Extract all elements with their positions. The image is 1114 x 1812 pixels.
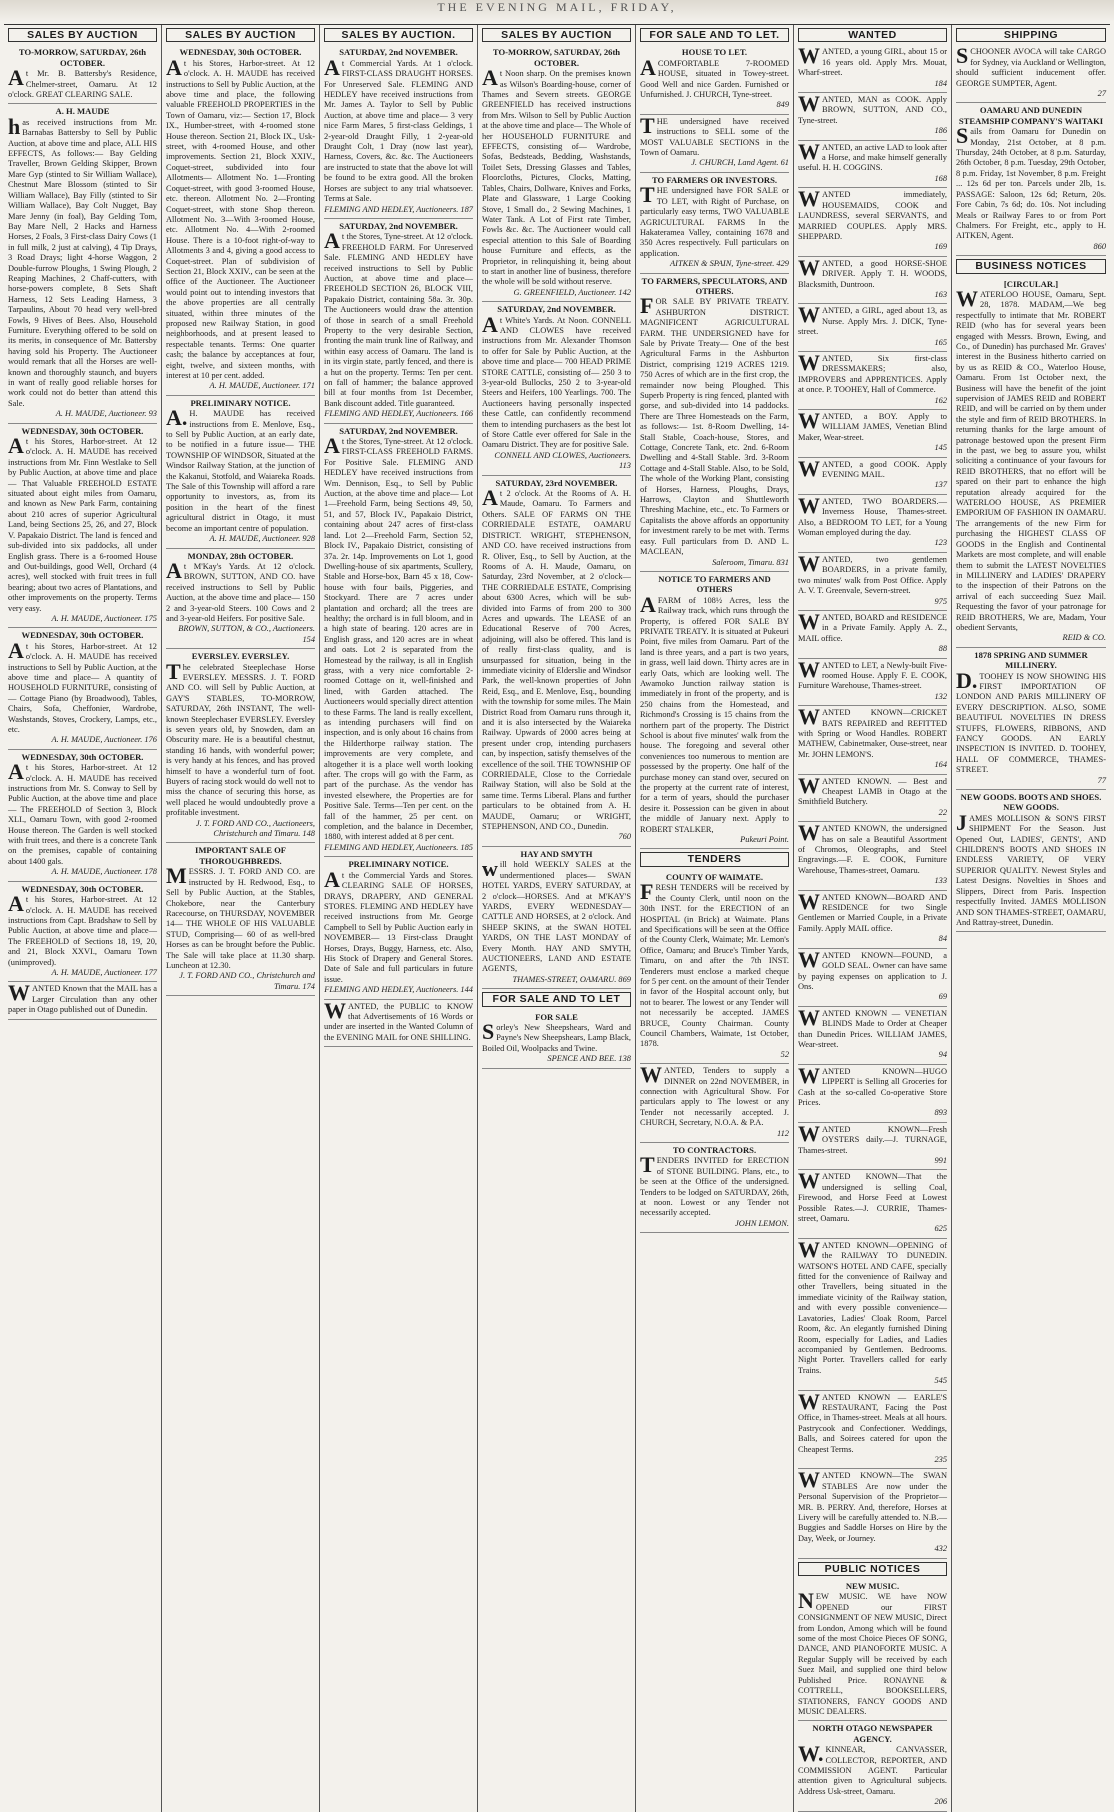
advertisement bbox=[8, 45, 157, 104]
advertisement bbox=[956, 103, 1106, 256]
ad-body: WANTED KNOWN—Fresh OYSTERS daily.—J. TURNAGE, Thames-street. bbox=[798, 1120, 947, 1155]
advertisement bbox=[956, 277, 1106, 648]
ad-signature: 545 bbox=[934, 1376, 947, 1386]
column bbox=[162, 25, 320, 1812]
ad-signature: 22 bbox=[938, 807, 947, 817]
section-header: SALES BY AUCTION bbox=[8, 28, 157, 42]
advertisement bbox=[8, 882, 157, 983]
ad-signature: FLEMING AND HEDLEY, Auctioneers. 166 bbox=[324, 409, 473, 419]
ad-body: WANTED KNOWN — EARLE'S RESTAURANT, Facing the Post Office, in Thames-street. Meals at all hours. Pastrycook and Confectioner. Weddings, Balls, and Soirees catered for upon the Cheapest Terms. bbox=[798, 1388, 947, 1454]
masthead: THE EVENING MAIL, FRIDAY, bbox=[0, 0, 1114, 22]
newspaper-columns bbox=[4, 24, 1110, 1807]
advertisement bbox=[482, 476, 631, 847]
ad-body: WANTED KNOWN — VENETIAN BLINDS Made to Order at Cheaper than Dunedin Prices. WILLIAM JAMES, Wear-street. bbox=[798, 1004, 947, 1049]
advertisement bbox=[798, 1388, 947, 1470]
ad-body: At Noon sharp. On the premises known as Wilson's Boarding-house, corner of Thames and Severn streets. GEORGE GREENFIELD has received instructions from Mrs. Wilson to Sell by Public Auction at the above time and place— The Whole of her HOUSEHOLD FURNITURE and EFFECTS, consisting of— Wardrobe, Sofas, Bedsteads, Bedding, Washstands, Toilet Sets, Dressing Glasses and Tables, Floorcloths, Pictures, Clocks, Matting, Tables, Chairs, Dollware, Knives and Forks, Plate and Glassware, 1 Large Cooking Stove, 1 Small do., 2 Sewing Machines, 1 Water Tank. A Lot of First rate Timber, Fowls &c. &c. The Auctioneer would call especial attention to this Sale of Boarding house Furniture and effects, as the Proprietor, in relinquishing it, being about to start in another line of business, therefore the whole will be sold without reserve. bbox=[482, 65, 631, 287]
ad-body: THE undersigned have received instructions to SELL some of the MOST VALUABLE SECTIONS in the Town of Oamaru. bbox=[640, 112, 789, 158]
column bbox=[636, 25, 794, 1812]
advertisement bbox=[166, 45, 315, 395]
ad-body: At his Stores, Harbor-street. At 12 o'clock. A. H. MAUDE has received instructions from Mr. Finn Westlake to Sell by Public Auction, at above time and place— That Valuable FREEHOLD ESTATE situated about eight miles from Oamaru, and known as New Park Farm, containing about 210 acres of superior Agricultural Land, being Sections 25, 26, and 27, Block V. Papakaio District. The land is fenced and sub-divided into six paddocks, all under English grass. There is a 6-roomed House and Out-buildings, good Well, Orchard (4 acres), well stocked with fruit trees in full bearing; about two acres of Plantations, and other improvements on the property. Terms very easy. bbox=[8, 433, 157, 613]
ad-signature: FLEMING AND HEDLEY, Auctioneers. 144 bbox=[324, 985, 473, 995]
ad-signature: FLEMING AND HEDLEY, Auctioneers. 187 bbox=[324, 204, 473, 214]
ad-signature: 165 bbox=[934, 337, 947, 347]
advertisement bbox=[798, 1579, 947, 1721]
ad-body: AFARM of 108½ Acres, less the Railway track, which runs through the Property, is offered FOR SALE BY PRIVATE TREATY. It is situated at Pukeuri Point, five miles from Oamaru. Part of the land is three years, and a part is two years, in grass, well laid down. Thirty acres are in early Oats, which are looking well. The Awamoko Junction railway station is immediately in front of the property, and is 250 chains from the Homestead, and Richmond's Crossing is 15 chains from the northern part of the property. The District School is about five minutes' walk from the house. The foregoing and several other conveniences too numerous to mention are possessed by the property. One half of the purchase money can stand over, secured on the property at the current rate of interest, for a term of years, should the purchaser desire it. Possession can be given in about the middle of January next. Apply to ROBERT STALKER, bbox=[640, 591, 789, 834]
ad-signature: 137 bbox=[934, 480, 947, 490]
advertisement bbox=[482, 847, 631, 989]
advertisement bbox=[640, 1064, 789, 1143]
ad-body: THE undersigned have FOR SALE or TO LET, with Right of Purchase, on particularly easy terms, TWO VALUABLE AGRICULTURAL FARMS In the Hakateramea Valley, containing 1678 and 350 Acres respectively. Full particulars on application. bbox=[640, 182, 789, 258]
advertisement bbox=[640, 274, 789, 572]
ad-body: WANTED immediately, HOUSEMAIDS, COOK and LAUNDRESS, several SERVANTS, and MARRIED COUPLES. Apply MRS. SHEPPARD. bbox=[798, 186, 947, 241]
advertisement bbox=[956, 648, 1106, 790]
ad-signature: 991 bbox=[934, 1156, 947, 1165]
advertisement bbox=[956, 45, 1106, 103]
ad-title: HAY AND SMYTH bbox=[520, 848, 593, 859]
advertisement bbox=[798, 304, 947, 352]
ad-title: TO-MORROW, SATURDAY, 26th OCTOBER. bbox=[492, 47, 621, 68]
ad-title: COUNTY OF WAIMATE. bbox=[665, 871, 764, 882]
ad-title: HOUSE TO LET. bbox=[681, 47, 748, 58]
ad-signature: 206 bbox=[934, 1797, 947, 1807]
ad-signature: 760 bbox=[618, 832, 631, 842]
ad-title: MONDAY, 28th OCTOBER. bbox=[187, 550, 294, 561]
section-header: SHIPPING bbox=[956, 28, 1106, 42]
ad-signature: REID & CO. bbox=[1062, 633, 1106, 643]
ad-body: At White's Yards. At Noon. CONNELL AND CLOWES have received instructions from Mr. Alexander Thomson to offer for Sale by Public Auction, at the above time and place— 700 HEAD PRIME STORE CATTLE, consisting of— 250 3 to 3-year-old Bullocks, 250 2 to 3-year-old Steers and Heifers, 100 Yearlings. 700. The Auctioneers having personally inspected these Cattle, can confidently recommend them to intending purchasers as the best lot of Store Cattle ever offered for Sale in the Oamaru District. They are for positive Sale. bbox=[482, 311, 631, 450]
ad-signature: 184 bbox=[934, 78, 947, 88]
ad-signature: J. T. FORD AND CO., Auctioneers, Christchurch and Timaru. 148 bbox=[195, 818, 315, 839]
ad-signature: 145 bbox=[934, 443, 947, 453]
ad-body: W.KINNEAR, CANVASSER, COLLECTOR, REPORTER, AND COMMISSION AGENT. Particular attention given to Agricultural subjects. Address Usk-street, Oamaru. bbox=[798, 1741, 947, 1796]
ad-title: IMPORTANT SALE OF THOROUGHBREDS. bbox=[194, 845, 287, 866]
advertisement bbox=[798, 410, 947, 458]
advertisement bbox=[324, 857, 473, 999]
ad-body: WANTED KNOWN—FOUND, a GOLD SEAL. Owner can have same by paying expenses on application to J. Ons. bbox=[798, 946, 947, 991]
ad-body: At 2 o'clock. At the Rooms of A. H. Maude, Oamaru. To Farmers and Others. SALE OF FARMS ON THE CORRIEDALE ESTATE, OAMARU DISTRICT. WRIGHT, STEPHENSON, AND CO. have received instructions from R. Oliver, Esq., to Sell by Auction, at the Rooms of A. H. Maude, Oamaru, on Saturday, 23rd November, at 2 o'clock— THE CORRIEDALE ESTATE, Comprising about 6300 Acres, which will be sub-divided into Farms of from 200 to 300 Acres and upwards. The LEASE of an Educational Reserve of 700 Acres, adjoining, will also be offered. This land is of really first-class quality, and is unsurpassed for situation, being in the immediate vicinity of Elderslie and Windsor Park, the well-known properties of John Reid, Esq., and E. Menlove, Esq., bounding with the township for some miles. The Main District Road from Oamaru runs through it, and it is also intersected by the Waiareka Railway. Upwards of 2000 acres being at present under crop, intending purchasers can, by inspection, satisfy themselves of the excellence of the soil. THE TOWNSHIP OF CORRIEDALE, Close to the Corriedale Railway Station, will also be Sold at the same time. Terms Liberal. Plans and further particulars to be obtained from A. H. MAUDE, Oamaru; or WRIGHT, STEPHENSON, AND CO., Dunedin. bbox=[482, 485, 631, 832]
ad-body: The celebrated Steeplechase Horse EVERSLEY. MESSRS. J. T. FORD AND CO. will Sell by Public Auction, at GAY'S STABLES, TO-MORROW, SATURDAY, 26th INSTANT, The well-known Steeplechaser EVERSLEY. Eversley is seven years old, by Snowden, dam an Obscurity mare. He is a beautiful chestnut, standing 16 hands, with wonderful power; is very handy at his fences, and has proved himself to have a wonderful turn of foot. Buyers of racing stock would do well not to miss the chance of securing this horse, as well placed he would undoubtedly prove a profitable investment. bbox=[166, 658, 315, 818]
ad-body: Sails from Oamaru for Dunedin on Monday, 21st October, at 8 p.m. Thursday, 24th October, at 8 p.m. Saturday, 26th October, 8 p.m. Tuesday, 29th October, 8 p.m. Friday, 1st November, 8 p.m. Freight ... 12s 6d per ton. Parcels under 2lb, 1s. PASSAGE: Saloon, 12s 6d; Return, 20s. Fore Cabin, 7s 6d; do. 10s. Not including Meals or Railway Fares to or from Port Chalmers. For Freight, etc., apply to H. AITKEN, Agent. bbox=[956, 123, 1106, 241]
advertisement bbox=[324, 45, 473, 219]
ad-body: JAMES MOLLISON & SON'S FIRST SHIPMENT For the Season. Just Opened Out, LADIES', GENTS', AND CHILDREN'S BOOTS AND SHOES IN ENDLESS VARIETY, OF VERY SUPERIOR QUALITY. Newest Styles and Latest Designs. Novelties in Shoes and Slippers, Direct from Paris. Inspection respectfully Invited. JAMES MOLLISON AND SON THAMES-STREET, OAMARU, And Rattray-street, Dunedin. bbox=[956, 809, 1106, 927]
advertisement bbox=[798, 188, 947, 256]
ad-body: WANTED, two gentlemen BOARDERS, in a private family, two minutes' walk from Post Office. Apply A. V. T. Greenvale, Severn-street. bbox=[798, 550, 947, 596]
advertisement bbox=[482, 302, 631, 476]
ad-body: WANTED, TWO BOARDERS.—Inverness House, Thames-street. Also, a BEDROOM TO LET, for a Young Woman employed during the day. bbox=[798, 492, 947, 538]
ad-title: WEDNESDAY, 30th OCTOBER. bbox=[21, 751, 144, 762]
ad-signature: THAMES-STREET, OAMARU. 869 bbox=[512, 974, 631, 984]
ad-title: WEDNESDAY, 30th OCTOBER. bbox=[179, 47, 302, 58]
ad-title: PRELIMINARY NOTICE. bbox=[190, 397, 291, 408]
advertisement bbox=[956, 790, 1106, 932]
ad-body: WANTED, an active LAD to look after a Horse, and make himself generally useful. H. H. COGGINS. bbox=[798, 138, 947, 173]
column bbox=[4, 25, 162, 1812]
advertisement bbox=[324, 424, 473, 858]
ad-signature: 849 bbox=[776, 100, 789, 110]
advertisement bbox=[798, 138, 947, 189]
advertisement bbox=[798, 45, 947, 93]
ad-body: At the Stores, Tyne-street. At 12 o'clock. FREEHOLD FARM. For Unreserved Sale. FLEMING AND HEDLEY have received instructions to Sell by Public Auction, at above time and place— FREEHOLD SECTION 26, BLOCK VIII, Papakaio District, containing 58a. 3r. 30p. The Auctioneers would draw the attention of those in search of a small Freehold Property to the very desirable Section, fronting the main trunk line of Railway, and within easy access of Oamaru. The land is in its virgin state, partly fenced, and there is a hut on the property. Terms: Ten per cent. on fall of hammer; the balance approved bill at four months from 1st December, Bank discount added. Title guaranteed. bbox=[324, 228, 473, 408]
advertisement bbox=[798, 1469, 947, 1558]
ad-title: SATURDAY, 2nd NOVEMBER. bbox=[339, 47, 458, 58]
ad-body: WANTED, a good COOK. Apply EVENING MAIL. bbox=[798, 455, 947, 481]
advertisement bbox=[640, 572, 789, 850]
ad-title: 1878 SPRING AND SUMMER MILLINERY. bbox=[974, 649, 1088, 671]
ad-body: WANTED Known that the MAIL has a Larger Circulation than any other paper in Otago published out of Dunedin. bbox=[8, 980, 157, 1015]
ad-body: At the Stores, Tyne-street. At 12 o'clock. FIRST-CLASS FREEHOLD FARMS. For Positive Sale. FLEMING AND HEDLEY have received instructions from Wm. Dennison, Esq., to Sell by Public Auction, at the above time and place— Lot 1—Freehold Farm, being Sections 49, 50, 51, and 57, Block IV., Papakaio District, containing about 247 acres of first-class land. Lot 2—Freehold Farm, Section 52, Block IV., Papakaio District, consisting of 37a. 2r. 14p. Improvements on Lot 1, good Dwelling-house of six apartments, Scullery, Stable and Horse-box, Barn 45 x 18, Cow-house with four bails, Piggeries, and Stockyard. There are 7 acres under plantation and orchard; all the trees are healthy; the orchard is in full bloom, and in a high state of bearing. 120 acres are in English grass, and 120 acres are in wheat and oats. Lot 2 is separated from the Homestead by the railway, is all in English grass, with a very nice comfortable 2-roomed Cottage on it, well-finished and lined, with Garden attached. The Auctioneers would specially direct attention to these Farms. The land is really excellent, as intending purchasers will find on inspection, and is only about 16 chains from the Hilderthorpe railway station. The improvements are very complete, and altogether it is a place well worth looking after. The crops will go with the Farm, as part of the purchase. As the vendor has invested elsewhere, the Properties are for Positive Sale. Terms—Ten per cent. on the fall of the hammer, 25 per cent. on completion, and the balance in December, 1880, with interest added at 8 per cent. bbox=[324, 433, 473, 842]
ad-body: WANTED KNOWN—OPENING of the RAILWAY TO DUNEDIN. WATSON'S HOTEL AND CAFE, specially fitted for the convenience of Railway and other Travellers, being situated in the immediate vicinity of the Railway station, and with every possible convenience—Lavatories, Ladies' Cloak Room, Parcel Room, &c. An elegantly furnished Dining Room, especially for Ladies, and Ladies accompanied by Gentlemen. Bedrooms. Night Porter. Travellers called for early Trains. bbox=[798, 1236, 947, 1375]
ad-body: At Mr. B. Battersby's Residence, Chelmer-street, Oamaru. At 12 o'clock. GREAT CLEARING SALE. bbox=[8, 65, 157, 100]
ad-signature: AITKEN & SPAIN, Tyne-street. 429 bbox=[670, 259, 789, 269]
advertisement bbox=[798, 1004, 947, 1065]
ad-body: FOR SALE BY PRIVATE TREATY. ASHBURTON DISTRICT. MAGNIFICENT AGRICULTURAL FARM. THE UNDERSIGNED have for Sale by Private Treaty— One of the best Agricultural Farms in the Ashburton District, comprising 1219 ACRES 1219. 750 Acres of which are in the first crop, the remainder now being Ploughed. This Superb Property is ring fenced, planted with gorse, and sub-divided into 14 paddocks. There are Three Homesteads on the Farm, as follows:— 1st. 8-Room Dwelling, 14-Stall Stable, Coach-house, Stores, and Cottage, Concrete Tank, etc. 2nd. 6-Room Dwelling and 4-Stall Stable. 3rd. 3-Room Cottage and 4-Stall Stable. Also, to be Sold, The whole of the Working Plant, consisting of Horses, Harness, Ploughs, Drays, Harrows, Clayton and Shuttleworth Threshing Machine, etc., etc. To Farmers or Capitalists the above affords an opportunity for investment rarely to be met with. Terms easy. Full particulars from D. AND L. MACLEAN, bbox=[640, 293, 789, 557]
ad-body: WANTED KNOWN—The SWAN STABLES Are now under the Personal Supervision of the Proprietor—MR. B. PERRY. And, therefore, Horses at Livery will be carefully attended to. N.B.—Buggies and Saddle Horses on Hire by the Day, Week, or Journey. bbox=[798, 1467, 947, 1543]
ad-title: PRELIMINARY NOTICE. bbox=[348, 859, 449, 870]
ad-body: WANTED, the PUBLIC to KNOW that Advertisements of 16 Words or under are inserted in the Wanted Column of the EVENING MAIL for ONE SHILLING. bbox=[324, 997, 473, 1042]
advertisement bbox=[798, 706, 947, 774]
ad-body: WANTED, Tenders to supply a DINNER on 22nd NOVEMBER, in connection with Agricultural Show. For particulars apply to The lowest or any Tender not necessarily accepted. J. CHURCH, Secretary, N.O.A. & P.A. bbox=[640, 1062, 789, 1128]
advertisement bbox=[798, 349, 947, 410]
section-header: SALES BY AUCTION bbox=[166, 28, 315, 42]
ad-title: TO FARMERS, SPECULATORS, AND OTHERS. bbox=[641, 275, 788, 296]
ad-signature: 186 bbox=[934, 126, 947, 136]
advertisement bbox=[166, 843, 315, 996]
ad-title: WEDNESDAY, 30th OCTOBER. bbox=[21, 630, 144, 641]
ad-body: WANTED KNOWN—CRICKET BATS REPAIRED and REFITTED with Spring or Wood Handles. ROBERT MATHEW, Cabinetmaker, Ouse-street, near Mr. JOHN LEMON'S. bbox=[798, 704, 947, 759]
ad-title: SATURDAY, 2nd NOVEMBER. bbox=[339, 220, 458, 231]
ad-signature: 52 bbox=[780, 1049, 789, 1059]
advertisement bbox=[166, 396, 315, 549]
ad-body: A.H. MAUDE has received instructions from E. Menlove, Esq., to Sell by Public Auction, at an early date, to be notified in a future issue— THE TOWNSHIP OF WINDSOR, Situated at the Windsor Railway Station, at the junction of the Kakanui, Stotfold, and Waiareka Roads. The Sale of this Township will afford a rare opportunity to investors, as, from its position in the heart of the finest agricultural district in Otago, it must become an important centre of population. bbox=[166, 405, 315, 533]
ad-body: At Commercial Yards. At 1 o'clock. FIRST-CLASS DRAUGHT HORSES. For Unreserved Sale. FLEMING AND HEDLEY have received instructions from Mr. James A. Taylor to Sell by Public Auction, at above time and place— 3 very nice Farm Mares, 5 first-class Geldings, 1 2-year-old Draught Filly, 1 2-year-old Draught Colt, 1 Dray (now last year), Harness, Covers, &c. &c. The Auctioneers are instructed to state that the above lot will be found to be extra good. All the broken Horses are subject to any trial whatsoever. Terms at Sale. bbox=[324, 54, 473, 204]
ad-signature: 77 bbox=[1097, 775, 1106, 785]
ad-body: NEW MUSIC. WE have NOW OPENED our FIRST CONSIGNMENT OF NEW MUSIC, Direct from London, Among which will be found some of the most Choice Pieces OF SONG, DANCE, AND PIANOFORTE MUSIC. A Regular Supply will be received by each Suez Mail, and supplied one third below Published Price. RONAYNE & COTTRELL, BOOKSELLERS, STATIONERS, FANCY GOODS AND MUSIC DEALERS. bbox=[798, 1588, 947, 1716]
ad-title: WEDNESDAY, 30th OCTOBER. bbox=[21, 425, 144, 436]
ad-signature: 975 bbox=[934, 596, 947, 606]
ad-body: WANTED, a BOY. Apply to WILLIAM JAMES, Venetian Blind Maker, Wear-street. bbox=[798, 408, 947, 442]
ad-signature: FLEMING AND HEDLEY, Auctioneers. 185 bbox=[324, 842, 473, 852]
ad-signature: 163 bbox=[934, 289, 947, 299]
ad-title: TO FARMERS OR INVESTORS. bbox=[651, 174, 778, 185]
ad-signature: 112 bbox=[777, 1128, 789, 1138]
section-header: WANTED bbox=[798, 28, 947, 42]
ad-signature: 84 bbox=[938, 934, 947, 944]
ad-title: A. H. MAUDE bbox=[55, 106, 110, 117]
section-header: PUBLIC NOTICES bbox=[798, 1562, 947, 1576]
ad-title: NEW GOODS. BOOTS AND SHOES. NEW GOODS. bbox=[960, 792, 1102, 813]
advertisement bbox=[640, 45, 789, 114]
advertisement bbox=[8, 424, 157, 629]
section-header: FOR SALE AND TO LET. bbox=[640, 28, 789, 42]
ad-title: OAMARU AND DUNEDIN STEAMSHIP COMPANY'S WAITAKI bbox=[958, 105, 1104, 126]
ad-title: [CIRCULAR.] bbox=[1003, 278, 1059, 289]
ad-signature: JOHN LEMON. bbox=[735, 1218, 789, 1228]
advertisement bbox=[798, 93, 947, 141]
advertisement bbox=[798, 608, 947, 659]
ad-title: SATURDAY, 23rd NOVEMBER. bbox=[495, 477, 618, 488]
ad-title: SATURDAY, 2nd NOVEMBER. bbox=[339, 425, 458, 436]
ad-body: At his Stores, Harbor-street. At 12 o'clock. A. H. MAUDE has received instructions to Sell by Public Auction, at the above time and place, the following valuable FREEHOLD PROPERTIES in the Town of Oamaru, viz:— Section 17, Block IX., Humber-street, with 4-roomed stone House thereon. Section 21, Block IX., Usk-street, with 4-roomed House, and other improvements. Section 21, Block XXIV., Coquet-street, subdivided into four Allotments— Allotment No. 1—Fronting Coquet-street, with good 3-roomed House, etc. thereon. Allotment No. 2—Fronting Coquet-street, with stone Shop thereon. Allotment No. 3—With 3-roomed House, etc. Allotment No. 4—With 2-roomed House. There is a 10-foot right-of-way to Allotments 3 and 4, giving a good access to Coquet-street. Plan of subdivision of Section 21, Block XXIV., can be seen at the office of the Auctioneer. The Auctioneer would point out to intending investors that the above properties are all centrally situated, within three minutes of the proposed new Railway Station, in good neighborhoods, and at present leased to respectable tenants. Terms: One quarter cash; the balance by acceptances at four, eight, twelve, and sixteen months, with interest at 10 per cent. added. bbox=[166, 54, 315, 380]
ad-signature: 893 bbox=[934, 1108, 947, 1118]
ad-signature: 69 bbox=[938, 992, 947, 1002]
column bbox=[952, 25, 1110, 1812]
advertisement bbox=[798, 656, 947, 707]
ad-signature: 169 bbox=[934, 242, 947, 252]
section-header: SALES BY AUCTION bbox=[482, 28, 631, 42]
advertisement bbox=[166, 649, 315, 843]
ad-body: Sorley's New Sheepshears, Ward and Payne's New Sheepshears, Lamp Black, Boiled Oil, Woolpacks and Twine. bbox=[482, 1018, 631, 1053]
ad-body: WANTED KNOWN—HUGO LIPPERT is Selling all Groceries for Cash at the so-called Co-operative Store Prices. bbox=[798, 1062, 947, 1107]
ad-signature: A. H. MAUDE, Auctioneer. 93 bbox=[55, 409, 157, 419]
advertisement bbox=[640, 112, 789, 173]
ad-signature: 235 bbox=[934, 1454, 947, 1464]
advertisement bbox=[640, 870, 789, 1064]
ad-body: WANTED KNOWN, the undersigned has on sale a Beautiful Assortment of Chromos, Oleographs, and Steel Engravings.—F. E. COOK, Furniture Warehouse, Thames-street, Oamaru. bbox=[798, 820, 947, 875]
ad-body: WANTED, MAN as COOK. Apply BROWN, SUTTON, AND CO., Tyne-street. bbox=[798, 91, 947, 125]
ad-signature: 432 bbox=[934, 1544, 947, 1554]
ad-signature: Pukeuri Point. bbox=[740, 835, 789, 845]
ad-signature: CONNELL AND CLOWES, Auctioneers. 113 bbox=[494, 450, 631, 471]
ad-title: NOTICE TO FARMERS AND OTHERS bbox=[658, 573, 771, 595]
ad-signature: A. H. MAUDE, Auctioneer. 176 bbox=[51, 735, 157, 745]
advertisement bbox=[798, 254, 947, 305]
ad-signature: 94 bbox=[938, 1050, 947, 1060]
ad-body: D.TOOHEY IS NOW SHOWING HIS FIRST IMPORTATION OF LONDON AND PARIS MILLINERY OF EVERY DESCRIPTION. ALSO, SOME BEAUTIFUL NOVELTIES IN DRESS STUFFS, FLOWERS, RIBBONS, AND FANCY GOODS. AN EARLY INSPECTION IS INVITED. D. TOOHEY, HALL OF COMMERCE, THAMES-STREET. bbox=[956, 667, 1106, 775]
ad-signature: J. T. FORD AND CO., Christchurch and Timaru. 174 bbox=[179, 971, 315, 991]
advertisement bbox=[798, 455, 947, 495]
advertisement bbox=[798, 1120, 947, 1171]
advertisement bbox=[8, 104, 157, 423]
ad-signature: A. H. MAUDE, Auctioneer. 178 bbox=[51, 867, 157, 877]
ad-body: WANTED KNOWN—That the undersigned is selling Coal, Firewood, and Horse Feed at Lowest Possible Rates.—J. CURRIE, Thames-street, Oamaru. bbox=[798, 1168, 947, 1224]
ad-body: WANTED, Six first-class DRESSMAKERS; also, IMPROVERS and APPRENTICES. Apply at once. P. TOOHEY, Hall of Commerce. bbox=[798, 349, 947, 395]
advertisement bbox=[640, 1143, 789, 1233]
column bbox=[794, 25, 952, 1812]
ad-body: At his Stores, Harbor-street. At 12 o'clock. A. H. MAUDE has received instructions from Mr. S. Conway to Sell by Public Auction, at the above time and place— The FREEHOLD of Section 3, Block XLI., Oamaru Town, with good 2-roomed House thereon. The Garden is well stocked with fruit trees, and there is a concrete Tank on the premises, capable of containing about 1400 gals. bbox=[8, 759, 157, 866]
ad-body: At M'Kay's Yards. At 12 o'clock. BROWN, SUTTON, AND CO. have received instructions to Sell by Public Auction, at the above time and place— 150 2 and 3-year-old Steers. 100 Cows and 2 and 3-year-old Heifers. For positive Sale. bbox=[166, 557, 315, 623]
ad-body: At his Stores, Harbor-street. At 12 o'clock. A. H. MAUDE has received instructions to Sell by Public Auction, at the above time and place— A quantity of HOUSEHOLD FURNITURE, consisting of— Cottage Piano (by Broadwood), Tables, Chairs, Sofa, Cheffonier, Wardrobe, Washstands, Stoves, Crockery, Lamps, etc., etc. bbox=[8, 637, 157, 734]
advertisement bbox=[166, 549, 315, 650]
ad-body: ACOMFORTABLE 7-ROOMED HOUSE, situated in Towey-street. Good Well and nice Garden. Furnished or Unfurnished. J. CHURCH, Tyne-street. bbox=[640, 54, 789, 100]
ad-signature: 860 bbox=[1093, 241, 1106, 251]
advertisement bbox=[798, 1062, 947, 1123]
ad-title: NEW MUSIC. bbox=[845, 1581, 900, 1592]
ad-body: WANTED, a good HORSE-SHOE DRIVER. Apply T. H. WOODS, Blacksmith, Duntroon. bbox=[798, 254, 947, 289]
ad-body: WANTED, a young GIRL, about 15 or 16 years old. Apply Mrs. Mouat, Wharf-street. bbox=[798, 43, 947, 78]
ad-signature: Saleroom, Timaru. 831 bbox=[712, 557, 789, 567]
ad-signature: BROWN, SUTTON, & CO., Auctioneers. 154 bbox=[178, 624, 315, 644]
ad-title: TO-MORROW, SATURDAY, 26th OCTOBER. bbox=[18, 47, 147, 68]
ad-signature: 625 bbox=[934, 1224, 947, 1234]
section-header: TENDERS bbox=[640, 852, 789, 866]
section-header: SALES BY AUCTION. bbox=[324, 28, 473, 42]
ad-title: WEDNESDAY, 30th OCTOBER. bbox=[21, 883, 144, 894]
ad-body: WANTED to LET, a Newly-built Five-roomed House. Apply F. E. COOK, Furniture Warehouse, Thames-street. bbox=[798, 656, 947, 691]
advertisement bbox=[798, 1170, 947, 1238]
ad-signature: 168 bbox=[934, 173, 947, 183]
ad-signature: A. H. MAUDE, Auctioneer. 171 bbox=[209, 381, 315, 391]
ad-signature: 27 bbox=[1097, 89, 1106, 99]
ad-body: WANTED KNOWN—BOARD AND RESIDENCE for two Single Gentlemen or Married Couple, in a Private Family. Apply MAIL office. bbox=[798, 888, 947, 933]
advertisement bbox=[798, 772, 947, 823]
ad-title: EVERSLEY. EVERSLEY. bbox=[191, 651, 290, 662]
advertisement bbox=[482, 45, 631, 302]
ad-body: At the Commercial Yards and Stores. CLEARING SALE OF HORSES, DRAYS, DRAPERY, AND GENERAL STORES. FLEMING AND HEDLEY have received instructions from Mr. George Campbell to Sell by Public Auction early in NOVEMBER— 13 First-class Draught Horses, Drays, Buggy, Harness, etc. Also, His Stock of Drapery and General Stores. Date of Sale and full particulars in future issue. bbox=[324, 866, 473, 984]
advertisement bbox=[798, 1721, 947, 1811]
ad-signature: 162 bbox=[934, 395, 947, 405]
ad-title: SATURDAY, 2nd NOVEMBER. bbox=[497, 304, 616, 315]
ad-signature: 88 bbox=[938, 644, 947, 654]
ad-body: has received instructions from Mr. Barnabas Battersby to Sell by Public Auction, at above time and place, ALL HIS EFFECTS, As follows:— Bay Gelding Traveller, Brown Gelding Skipper, Brown Mare Gyp (stinted to Sir William Wallace), Chestnut Mare Blossom (stinted to Sir William Wallace), Bay Filly (stinted to Sir William Wallace), Bay Colt Nugget, Bay Mare Jenny (in foal), Bay Gelding Tom, Bay Mare Nell, 2 Hacks and Harness Horses, 2 Foals, 3 First-class Dairy Cows (1 in full milk, 2 just at calving), 4 Tip Drays, 3 Road Drays; light 4-horse Waggon, 2 Double-furrow Ploughs, 1 Swing Plough, 2 Reaping Machines, 2 Chaff-cutters, with horse-powers complete, 8 Sets Shaft Harness, 12 Sets Leading Harness, 3 Tarpaulins, About 70 head very well-bred Fowls, 9 Hives of Bees. Also, Household Furniture. Everything offered to be sold on its merits, in consequence of Mr. Battersby having sold his Property. The Auctioneer would remark that all the Horses are well-known and thoroughly staunch, and buyers in want of really good reliable horses for work could not do better than attend this Sale. bbox=[8, 113, 157, 408]
advertisement bbox=[8, 750, 157, 882]
ad-signature: SPENCE AND BEE. 138 bbox=[547, 1054, 631, 1064]
ad-body: SCHOONER AVOCA will take CARGO for Sydney, via Auckland or Wellington, should sufficient inducement offer. GEORGE SUMPTER, Agent. bbox=[956, 43, 1106, 88]
advertisement bbox=[8, 982, 157, 1019]
ad-title: NORTH OTAGO NEWSPAPER AGENCY. bbox=[812, 1723, 933, 1744]
advertisement bbox=[640, 173, 789, 274]
ad-signature: 123 bbox=[934, 538, 947, 548]
ad-signature: G. GREENFIELD, Auctioneer. 142 bbox=[513, 287, 631, 297]
ad-title: TO CONTRACTORS. bbox=[672, 1145, 757, 1156]
ad-body: MESSRS. J. T. FORD AND CO. are instructed by H. Redwood, Esq., to Sell by Public Auction, at the Stables, Chokebore, near the Canterbury Racecourse, on THURSDAY, NOVEMBER 14— THE WHOLE OF HIS VALUABLE STUD, Comprising— 60 of as well-bred Horses as can be brought before the Public. The Sale will take place at 11.30 sharp. Luncheon at 12.30. bbox=[166, 863, 315, 970]
column bbox=[320, 25, 478, 1812]
ad-signature: A. H. MAUDE, Auctioneer. 175 bbox=[51, 613, 157, 623]
advertisement bbox=[482, 1010, 631, 1069]
advertisement bbox=[798, 492, 947, 553]
ad-signature: 132 bbox=[934, 691, 947, 701]
advertisement bbox=[798, 822, 947, 890]
ad-body: FRESH TENDERS will be received by the County Clerk, until noon on the 30th INST. for the ERECTION of an HOSPITAL (in Brick) at Waimate. Plans and Specifications will be seen at the Office of the County Clerk, Waimate; Mr. Lemon's Office, Oamaru; and Bruce's Timber Yards, Timaru, on and after the 7th INST. Tenderers must enclose a marked cheque for 5 per cent. on the amount of their Tender in favor of the Hospital account only, but not to bearer. The lowest or any Tender will not necessarily be accepted. JAMES BRUCE, County Chairman. County Council Chambers, Waimate, 1st October, 1878. bbox=[640, 879, 789, 1049]
ad-signature: 133 bbox=[934, 876, 947, 886]
advertisement bbox=[8, 628, 157, 749]
ad-signature: 164 bbox=[934, 760, 947, 770]
ad-body: WANTED KNOWN. — Best and Cheapest LAMB in Otago at the Smithfield Butchery. bbox=[798, 772, 947, 807]
advertisement bbox=[798, 550, 947, 611]
ad-signature: A. H. MAUDE, Auctioneer. 928 bbox=[209, 534, 315, 544]
advertisement bbox=[798, 1236, 947, 1391]
section-header: BUSINESS NOTICES bbox=[956, 259, 1106, 273]
ad-title: FOR SALE bbox=[535, 1011, 578, 1022]
advertisement bbox=[324, 219, 473, 424]
ad-body: TENDERS INVITED for ERECTION of STONE BUILDING. Plans, etc., to be seen at the Office of the undersigned. Tenders to be lodged on SATURDAY, 26th, at noon. Lowest or any Tender not necessarily accepted. bbox=[640, 1152, 789, 1218]
advertisement bbox=[798, 946, 947, 1007]
ad-body: WANTED, BOARD and RESIDENCE in a Private Family. Apply A. Z., MAIL office. bbox=[798, 608, 947, 643]
ad-body: WATERLOO HOUSE, Oamaru, Sept. 28, 1878. MADAM,—We beg respectfully to intimate that Mr. ROBERT REID (who has for several years been engaged with Messrs. Brown, Ewing, and Co., of Dunedin) has purchased Mr. Graves' interest in the Business hitherto carried on by us as REID & CO., Waterloo House, Oamaru. From 1st October next, the Business will have the benefit of the joint supervision of JAMES REID and ROBERT REID, and will be carried on by them under the style and firm of REID BROTHERS. In returning thanks for the large amount of patronage bestowed upon the present Firm in the past, we beg to assure you, whilst soliciting a continuance of your favours for REID BROTHERS, that no effort will be spared on their part to enhance the high reputation already acquired for the WATERLOO HOUSE, AS PREMIER EMPORIUM OF FASHION IN OAMARU. The arrangements of the new Firm for purchasing the HIGHEST CLASS OF GOODS in the English and Continental Markets are most complete, and will enable them to submit the LATEST NOVELTIES in MILLINERY and LADIES' DRAPERY to the inspection of their Patrons on the arrival of each succeeding Suez Mail. Requesting the favor of your patronage for REID BROTHERS, We are, Madam, Your obedient Servants, bbox=[956, 285, 1106, 632]
advertisement bbox=[798, 888, 947, 949]
advertisement bbox=[324, 997, 473, 1048]
ad-body: WANTED, a GIRL, aged about 13, as Nurse. Apply Mrs. J. DICK, Tyne-street. bbox=[798, 302, 947, 337]
ad-body: will hold WEEKLY SALES at the undermentioned places— SWAN HOTEL YARDS, EVERY SATURDAY, at 2 o'clock—HORSES. And at M'KAY'S YARDS, EVERY WEDNESDAY—CATTLE AND HORSES, at 2 o'clock. And SHEEP SKINS, at the SWAN HOTEL YARDS, ON THE LAST MONDAY of Every Month. HAY AND SMYTH, AUCTIONEERS, LAND AND ESTATE AGENTS, bbox=[482, 856, 631, 974]
section-header: FOR SALE AND TO LET bbox=[482, 992, 631, 1006]
column bbox=[478, 25, 636, 1812]
ad-signature: J. CHURCH, Land Agent. 61 bbox=[691, 158, 789, 168]
ad-body: At his Stores, Harbor-street. At 12 o'clock. A. H. MAUDE has received instructions from Capt. Bradshaw to Sell by Public Auction, at above time and place— The FREEHOLD of Sections 18, 19, 20, and 21, Block XXVI., Oamaru Town (unimproved). bbox=[8, 891, 157, 967]
ad-signature: A. H. MAUDE, Auctioneer. 177 bbox=[51, 967, 157, 977]
